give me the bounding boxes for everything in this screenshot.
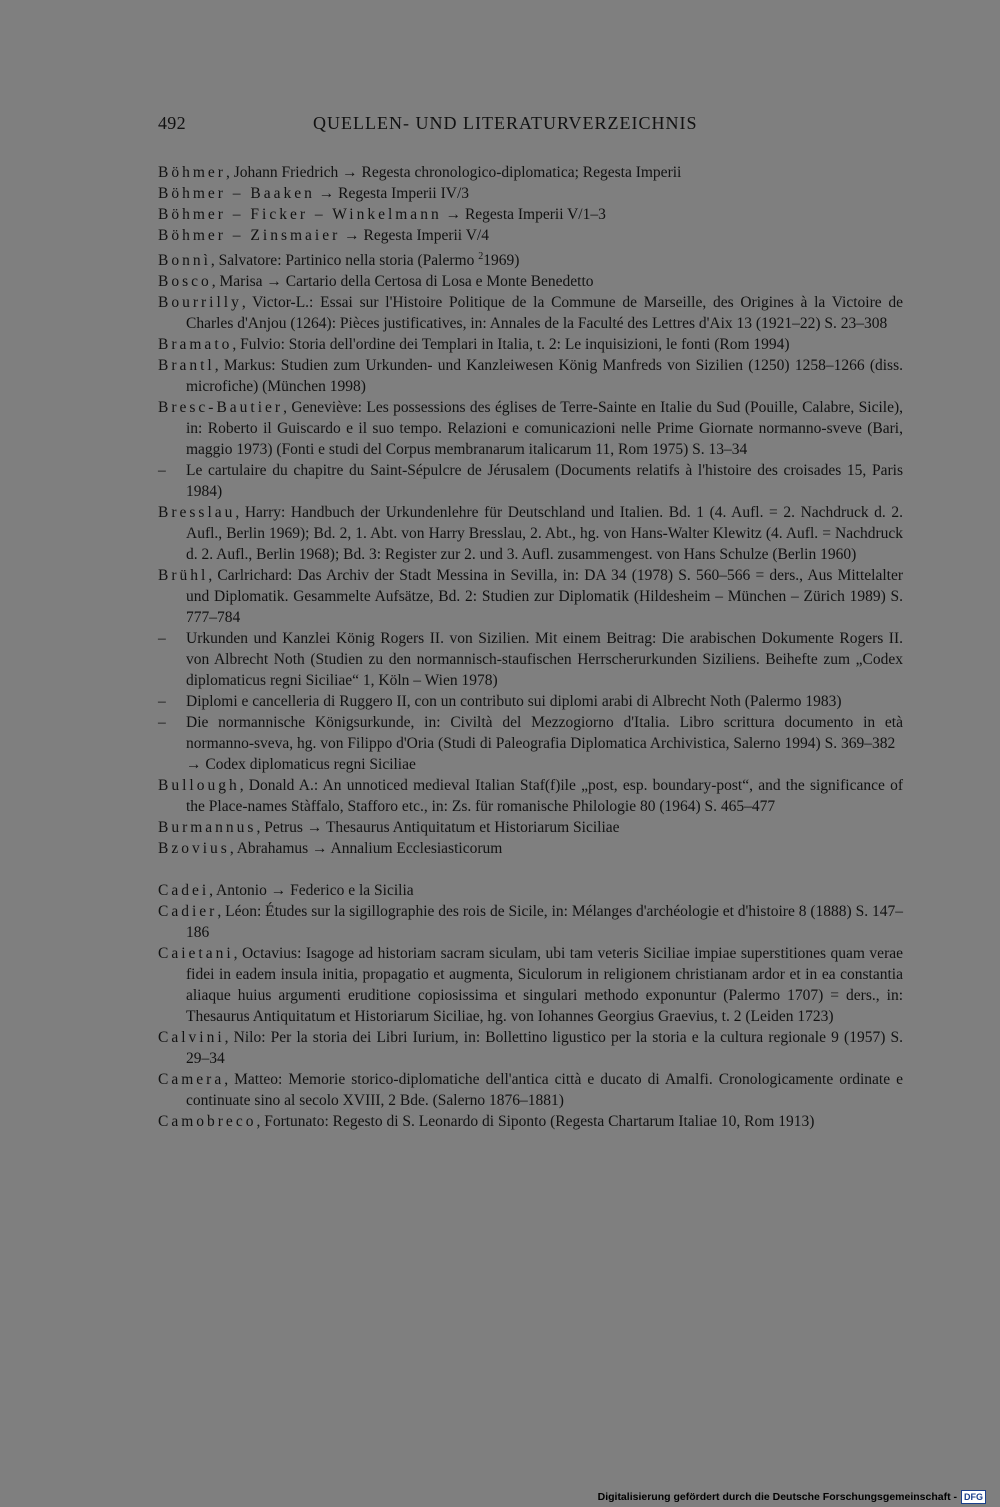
bibliography-entry [158,502,903,565]
bibliography-entry [158,775,903,817]
ditto-dash: – [158,714,166,732]
entry-author: Böhmer – Baaken [158,185,315,202]
entry-author: Bresc-Bautier [158,399,284,417]
entry-author: Cadei [158,882,210,900]
entry-text: , Matteo: Memorie storico-diplomatiche dell'antica città e ducato di Amalfi. Cronologicamente ordinate e continuate sino al secolo XVIII, 2 Bde. (Salerno 1876–1881) [186,1071,903,1110]
entry-author: Bramato [158,336,233,354]
funding-note: Digitalisierung gefördert durch die Deutsche Forschungsgemeinschaft - [597,1491,957,1503]
bibliography-entry [158,1069,903,1111]
entry-text: , Abrahamus → Annalium Ecclesiasticorum [229,840,503,858]
edition-superscript: 2 [478,251,484,262]
entry-author: Böhmer – Zinsmaier [158,227,341,244]
entry-author: Bullough [158,777,240,795]
bibliography-entry [158,355,903,397]
bibliography-entry [158,838,903,859]
entry-author: Böhmer [158,164,226,181]
bibliography-entry [158,1027,903,1069]
bibliography-entry [158,225,903,246]
bibliography-entry [158,397,903,460]
bibliography-entry [158,712,903,754]
bibliography-entry [158,162,903,183]
entry-author: Brühl [158,567,209,585]
page-header [158,113,903,139]
entry-author: Calvini [158,1029,225,1047]
bibliography-entry [158,271,903,292]
bibliography-entry [158,204,903,225]
entry-text: , Léon: Études sur la sigillographie des rois de Sicile, in: Mélanges d'archéologie et d'histoire 8 (1888) S. 147–186 [186,903,903,942]
entry-text: , Victor-L.: Essai sur l'Histoire Politique de la Commune de Marseille, des Origines à la Victoire de Charles d'Anjou (1264): Pièces justificatives, in: Annales de la Faculté des Lettres d'Aix 13 (1921–22) S. 23–308 [186,294,903,333]
entry-text: , Johann Friedrich → Regesta chronologico-diplomatica; Regesta Imperii [225,164,682,181]
entry-author: Bonnì [158,252,211,270]
entry-author: Camobreco [158,1113,257,1131]
entry-text: , Carlrichard: Das Archiv der Stadt Messina in Sevilla, in: DA 34 (1978) S. 560–566 = ders., Aus Mittelalter und Diplomatik. Gesammelte Aufsätze, Bd. 2: Studien zur Diplomatik (Hildesheim – München – Zürich 1989) S. 777–784 [186,567,903,627]
ditto-dash: – [158,630,166,648]
bibliography-entry [158,901,903,943]
bibliography-entry [158,754,903,775]
entry-author: Bresslau [158,504,236,522]
entry-text: , Fortunato: Regesto di S. Leonardo di Siponto (Regesta Chartarum Italiae 10, Rom 1913) [256,1113,815,1131]
entry-text: Urkunden und Kanzlei König Rogers II. von Sizilien. Mit einem Beitrag: Die arabischen Dokumente Rogers II. von Albrecht Noth (Studien zu den normannisch-staufischen Herrscherurkunden Siziliens. Beihefte zum „Codex diplomaticus regni Siciliae“ 1, Köln – Wien 1978) [186,630,903,690]
entry-author: Brantl [158,357,215,375]
entry-author: Burmannus [158,819,257,837]
entry-author: Bosco [158,273,212,291]
entry-text: , Harry: Handbuch der Urkundenlehre für Deutschland und Italien. Bd. 1 (4. Aufl. = 2. Nachdruck d. 2. Aufl., Berlin 1969); Bd. 2, 1. Abt. von Harry Bresslau, 2. Abt., hg. von Hans-Walter Klewitz (4. Aufl. = Nachdruck d. 2. Aufl., Berlin 1968); Bd. 3: Register zur 2. und 3. Aufl. zusammengest. von Hans Schulze (Berlin 1960) [186,504,903,564]
entry-text: , Fulvio: Storia dell'ordine dei Templari in Italia, t. 2: Le inquisizioni, le fonti (Rom 1994) [232,336,790,354]
ditto-dash: – [158,462,166,480]
entry-author: Cadier [158,903,218,921]
entry-text: , Petrus → Thesaurus Antiquitatum et Historiarum Siciliae [256,819,620,837]
bibliography-entry [158,183,903,204]
entry-text-cont: 1969) [483,252,520,270]
bibliography-entry [158,565,903,628]
entry-text: Die normannische Königsurkunde, in: Civiltà del Mezzogiorno d'Italia. Libro scrittura documento in età normanno-sveva, hg. von Filippo d'Oria (Studi di Paleografia Diplomatica Archivistica, Salerno 1994) S. 369–382 [186,714,903,753]
entry-author: Camera [158,1071,225,1089]
entry-text: , Geneviève: Les possessions des églises de Terre-Sainte en Italie du Sud (Pouille, Calabre, Sicile), in: Roberto il Guiscardo e il suo tempo. Relazioni e comunicazioni nelle Prime Giornate normanno-sveve (Bari, maggio 1973) (Fonti e studi del Corpus membranarum italicarum 11, Rom 1975) S. 13–34 [186,399,903,459]
bibliography-entry [158,880,903,901]
cross-reference: → Codex diplomaticus regni Siciliae [186,756,416,774]
entry-text: → Regesta Imperii IV/3 [314,185,470,202]
page-title: QUELLEN- UND LITERATURVERZEICHNIS [313,113,698,133]
bibliography-list [158,162,903,1132]
page-number: 492 [158,113,186,133]
entry-author: Bourrilly [158,294,242,312]
bibliography-entry [158,246,903,271]
entry-text: , Donald A.: An unnoticed medieval Italian Staf(f)ile „post, esp. boundary-post“, and the significance of the Place-names Stàffalo, Stafforo etc., in: Zs. für romanische Philologie 80 (1964) S. 465–477 [186,777,903,816]
bibliography-entry [158,628,903,691]
section-gap [158,859,903,880]
bibliography-entry [158,817,903,838]
bibliography-entry [158,292,903,334]
entry-text: , Antonio → Federico e la Sicilia [209,882,414,900]
entry-author: Böhmer – Ficker – Winkelmann [158,206,442,223]
bibliography-entry [158,334,903,355]
entry-text: , Markus: Studien zum Urkunden- und Kanzleiwesen König Manfreds von Sizilien (1250) 1258–1266 (diss. microfiche) (München 1998) [186,357,903,396]
entry-text: , Marisa → Cartario della Certosa di Losa e Monte Benedetto [211,273,594,291]
bibliography-entry [158,943,903,1027]
entry-text: → Regesta Imperii V/1–3 [441,206,606,223]
entry-text: , Salvatore: Partinico nella storia (Palermo [210,252,479,270]
ditto-dash: – [158,693,166,711]
bibliography-entry [158,460,903,502]
bibliography-entry [158,1111,903,1132]
entry-text: , Nilo: Per la storia dei Libri Iurium, in: Bollettino ligustico per la storia e la cultura regionale 9 (1957) S. 29–34 [186,1029,903,1068]
entry-text: → Regesta Imperii V/4 [340,227,489,244]
dfg-logo: DFG [961,1490,986,1504]
entry-text: Le cartulaire du chapitre du Saint-Sépulcre de Jérusalem (Documents relatifs à l'histoire des croisades 15, Paris 1984) [186,462,903,501]
entry-author: Bzovius [158,840,230,858]
entry-text: Diplomi e cancelleria di Ruggero II, con un contributo sui diplomi arabi di Albrecht Noth (Palermo 1983) [186,693,842,711]
entry-text: , Octavius: Isagoge ad historiam sacram siculam, ubi tam veteris Siciliae impiae superstitiones quam verae fidei in eadem insula initia, propagatio et augmenta, Siculorum in religionem christianam ardor et in ea constantia aliaque huius argumenti eruditione copiosissima et singulari methodo exponuntur (Palermo 1707) = ders., in: Thesaurus Antiquitatum et Historiarum Siciliae, hg. von Iohannes Georgius Graevius, t. 2 (Leiden 1723) [186,945,903,1026]
entry-author: Caietani [158,945,234,963]
bibliography-entry [158,691,903,712]
funding-footer [598,1490,986,1504]
